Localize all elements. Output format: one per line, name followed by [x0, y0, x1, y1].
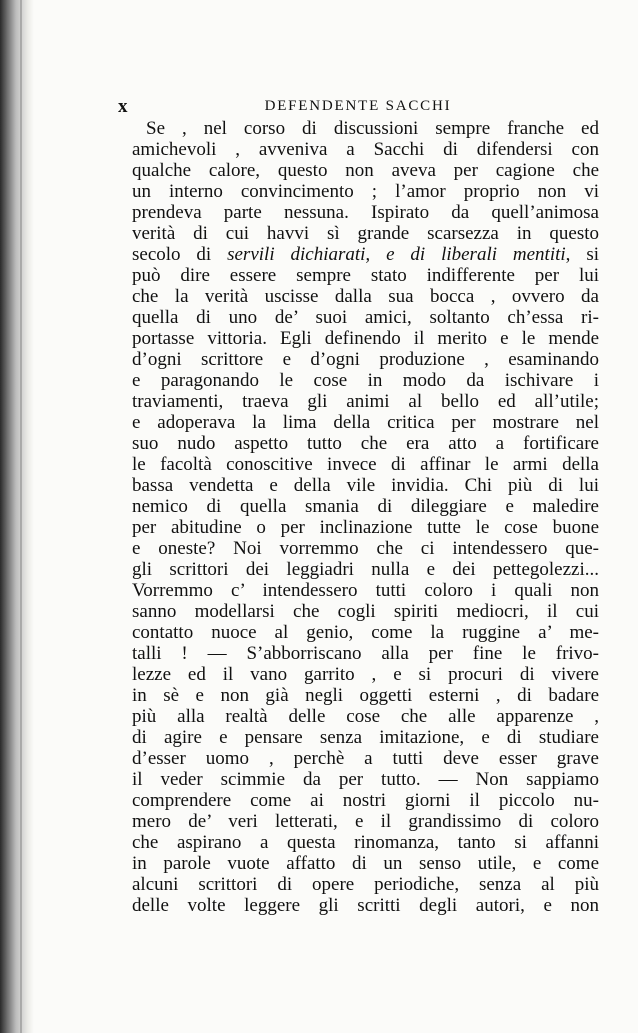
text-line: di agire e pensare senza imitazione, e di studiare — [132, 727, 599, 748]
italic-phrase: servili dichiarati, e di liberali mentiti — [227, 244, 566, 265]
text-line: d’esser uomo , perchè a tutti deve esser grave — [132, 748, 599, 769]
text-segment: , si — [565, 244, 599, 265]
text-line: gli scrittori dei leggiadri nulla e dei pettegolezzi... — [132, 559, 599, 580]
text-line: portasse vittoria. Egli definendo il merito e le mende — [132, 328, 599, 349]
text-line: Vorremmo c’ intendessero tutti coloro i quali non — [132, 580, 599, 601]
text-line: e paragonando le cose in modo da ischivare i — [132, 370, 599, 391]
text-line: più alla realtà delle cose che alle apparenze , — [132, 706, 599, 727]
text-line: Se , nel corso di discussioni sempre franche ed — [146, 118, 599, 139]
text-line: sanno modellarsi che cogli spiriti mediocri, il cui — [132, 601, 599, 622]
text-line: verità di cui havvi sì grande scarsezza in questo — [132, 223, 599, 244]
text-line: alcuni scrittori di opere periodiche, senza al più — [132, 874, 599, 895]
text-line: nemico di quella smania di dileggiare e maledire — [132, 496, 599, 517]
text-line: contatto nuoce al genio, come la ruggine a’ me- — [132, 622, 599, 643]
text-line: prendeva parte nessuna. Ispirato da quell’animosa — [132, 202, 599, 223]
text-segment: secolo di — [132, 244, 228, 265]
text-line: mero de’ veri letterati, e il grandissimo di coloro — [132, 811, 599, 832]
text-line — [132, 244, 599, 265]
running-head: DEFENDENTE SACCHI — [264, 98, 452, 114]
text-line: che la verità uscisse dalla sua bocca , ovvero da — [132, 286, 599, 307]
text-line: lezze ed il vano garrito , e si procuri di vivere — [132, 664, 599, 685]
text-line: d’ogni scrittore e d’ogni produzione , esaminando — [132, 349, 599, 370]
text-line: delle volte leggere gli scritti degli autori, e non — [132, 895, 599, 916]
text-line: in parole vuote affatto di un senso utile, e come — [132, 853, 599, 874]
text-line: in sè e non già negli oggetti esterni , di badare — [132, 685, 599, 706]
text-line: qualche calore, questo non aveva per cagione che — [132, 160, 599, 181]
text-line: quella di uno de’ suoi amici, soltanto ch’essa ri- — [132, 307, 599, 328]
text-line: bassa vendetta e della vile invidia. Chi più di lui — [132, 475, 599, 496]
text-line: per abitudine o per inclinazione tutte le cose buone — [132, 517, 599, 538]
text-line: suo nudo aspetto tutto che era atto a fortificare — [132, 433, 599, 454]
page-header — [118, 96, 598, 120]
text-line: le facoltà conoscitive invece di affinar le armi della — [132, 454, 599, 475]
text-line: e adoperava la lima della critica per mostrare nel — [132, 412, 599, 433]
text-line: talli ! — S’abborriscano alla per fine le frivo- — [132, 643, 599, 664]
text-line: comprendere come ai nostri giorni il piccolo nu- — [132, 790, 599, 811]
text-line: e oneste? Noi vorremmo che ci intendessero que- — [132, 538, 599, 559]
text-line: può dire essere sempre stato indifferente per lui — [132, 265, 599, 286]
text-line: che aspirano a questa rinomanza, tanto si affanni — [132, 832, 599, 853]
text-line: il veder scimmie da per tutto. — Non sappiamo — [132, 769, 599, 790]
body-text — [132, 118, 599, 916]
text-line: traviamenti, traeva gli animi al bello ed all’utile; — [132, 391, 599, 412]
book-gutter-shadow — [0, 0, 34, 1033]
text-line: un interno convincimento ; l’amor proprio non vi — [132, 181, 599, 202]
text-line: amichevoli , avveniva a Sacchi di difendersi con — [132, 139, 599, 160]
page-number: x — [118, 96, 127, 117]
